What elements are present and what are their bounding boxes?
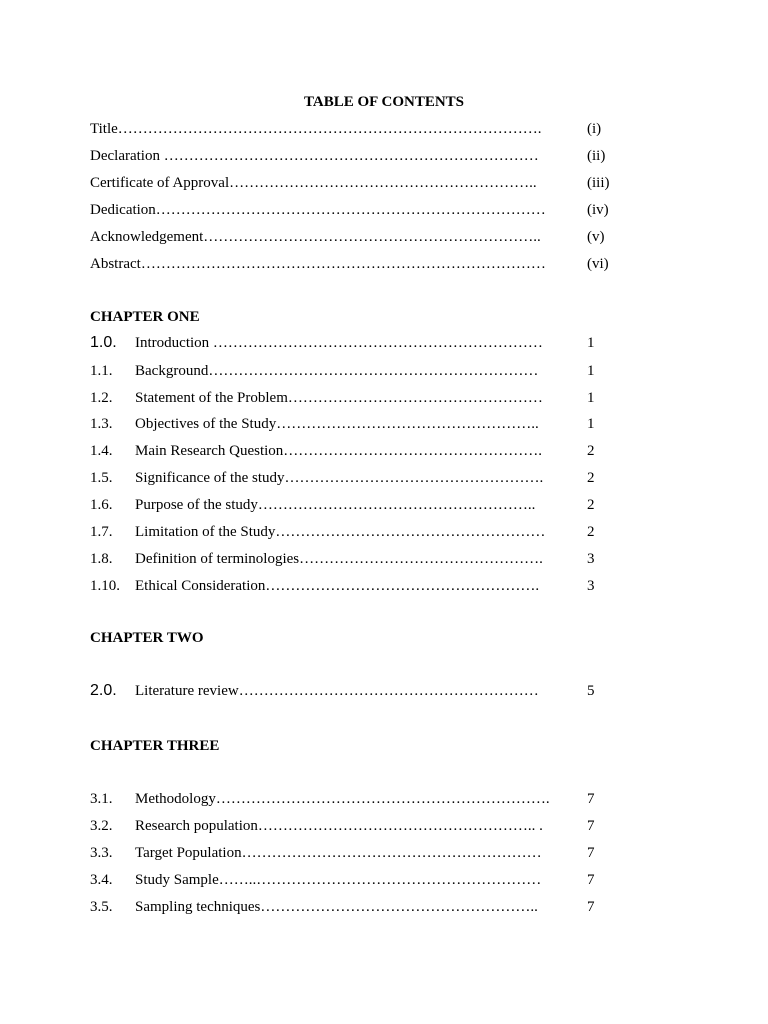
toc-page-ref: 3 <box>587 551 595 567</box>
chapter-three-heading: CHAPTER THREE <box>90 738 220 754</box>
toc-page-ref: (iv) <box>587 202 609 218</box>
toc-entry-text: Dedication…………………………………………………………………… <box>90 202 546 218</box>
toc-page-ref: 5 <box>587 683 595 699</box>
toc-page-ref: (iii) <box>587 175 610 191</box>
section-number: 3.2. <box>90 818 113 834</box>
toc-page-ref: 2 <box>587 524 595 540</box>
toc-title: TABLE OF CONTENTS <box>303 94 465 110</box>
toc-entry <box>90 898 538 916</box>
toc-entry-text: Target Population…………………………………………………… <box>135 845 542 861</box>
toc-page-ref: 2 <box>587 470 595 486</box>
toc-entry <box>90 334 543 352</box>
toc-entry <box>90 442 542 460</box>
toc-page-ref: (ii) <box>587 148 606 164</box>
toc-page-ref: 2 <box>587 443 595 459</box>
toc-entry <box>90 415 539 433</box>
toc-entry <box>90 871 541 889</box>
section-number: 1.0. <box>90 334 117 351</box>
toc-entry-text: Research population……………………………………………….. . <box>135 818 543 834</box>
toc-entry-text: Limitation of the Study……………………………………………… <box>135 524 546 540</box>
toc-entry-text: Background………………………………………………………… <box>135 363 539 379</box>
toc-entry <box>90 496 535 514</box>
toc-entry <box>90 550 543 568</box>
toc-entry-text: Objectives of the Study…………………………………………….. <box>135 416 539 432</box>
toc-entry <box>90 790 550 808</box>
toc-entry-text: Abstract……………………………………………………………………… <box>90 256 546 272</box>
toc-entry <box>90 469 543 487</box>
toc-entry-certificate <box>90 174 537 192</box>
toc-entry-acknowledgement <box>90 228 541 246</box>
section-number: 1.6. <box>90 497 113 513</box>
toc-page-ref: (vi) <box>587 256 609 272</box>
toc-page-ref: (i) <box>587 121 602 137</box>
toc-entry-text: Definition of terminologies…………………………………………. <box>135 551 543 567</box>
toc-entry-text: Study Sample……..………………………………………………… <box>135 872 542 888</box>
toc-page-ref: 1 <box>587 416 595 432</box>
section-number: 3.3. <box>90 845 113 861</box>
toc-page-ref: 2 <box>587 497 595 513</box>
toc-page-ref: (v) <box>587 229 605 245</box>
toc-entry-text: Title…………………………………………………………………………. <box>90 121 542 137</box>
toc-entry <box>90 389 543 407</box>
toc-entry-text: Acknowledgement………………………………………………………….. <box>90 229 541 245</box>
toc-page-ref: 1 <box>587 335 595 351</box>
toc-entry-text: Literature review…………………………………………………… <box>135 683 539 699</box>
section-number: 3.5. <box>90 899 113 915</box>
toc-entry-text: Main Research Question……………………………………………. <box>135 443 543 459</box>
section-number: 1.4. <box>90 443 113 459</box>
toc-page-ref: 7 <box>587 791 595 807</box>
toc-page-ref: 7 <box>587 899 595 915</box>
toc-entry-text: Sampling techniques……………………………………………….. <box>135 899 538 915</box>
toc-entry-text: Declaration ………………………………………………………………… <box>90 148 539 164</box>
section-number: 1.3. <box>90 416 113 432</box>
toc-page-ref: 1 <box>587 390 595 406</box>
toc-entry <box>90 844 542 862</box>
toc-page-ref: 7 <box>587 818 595 834</box>
section-number: 3.4. <box>90 872 113 888</box>
toc-entry-text: Ethical Consideration………………………………………………. <box>135 578 540 594</box>
toc-entry <box>90 817 543 835</box>
toc-entry-abstract <box>90 255 546 273</box>
toc-entry <box>90 362 538 380</box>
toc-entry-text: Introduction ………………………………………………………… <box>135 335 543 351</box>
toc-entry-text: Certificate of Approval…………………………………………………….. <box>90 175 537 191</box>
toc-page-ref: 3 <box>587 578 595 594</box>
toc-entry-declaration <box>90 147 539 165</box>
toc-entry-text: Significance of the study……………………………………………. <box>135 470 544 486</box>
section-number: 1.5. <box>90 470 113 486</box>
section-number: 3.1. <box>90 791 113 807</box>
toc-page-ref: 7 <box>587 872 595 888</box>
section-number: 1.7. <box>90 524 113 540</box>
toc-entry <box>90 682 539 700</box>
toc-entry <box>90 523 545 541</box>
section-number: 2.0. <box>90 682 117 699</box>
toc-entry-title <box>90 120 542 138</box>
chapter-one-heading: CHAPTER ONE <box>90 309 200 325</box>
toc-entry-text: Methodology…………………………………………………………. <box>135 791 550 807</box>
toc-entry-text: Statement of the Problem…………………………………………… <box>135 390 543 406</box>
section-number: 1.2. <box>90 390 113 406</box>
section-number: 1.8. <box>90 551 113 567</box>
toc-entry-dedication <box>90 201 546 219</box>
toc-entry <box>90 577 539 595</box>
section-number: 1.1. <box>90 363 113 379</box>
toc-page-ref: 7 <box>587 845 595 861</box>
section-number: 1.10. <box>90 578 120 594</box>
toc-entry-text: Purpose of the study……………………………………………….. <box>135 497 536 513</box>
chapter-two-heading: CHAPTER TWO <box>90 630 204 646</box>
toc-page-ref: 1 <box>587 363 595 379</box>
